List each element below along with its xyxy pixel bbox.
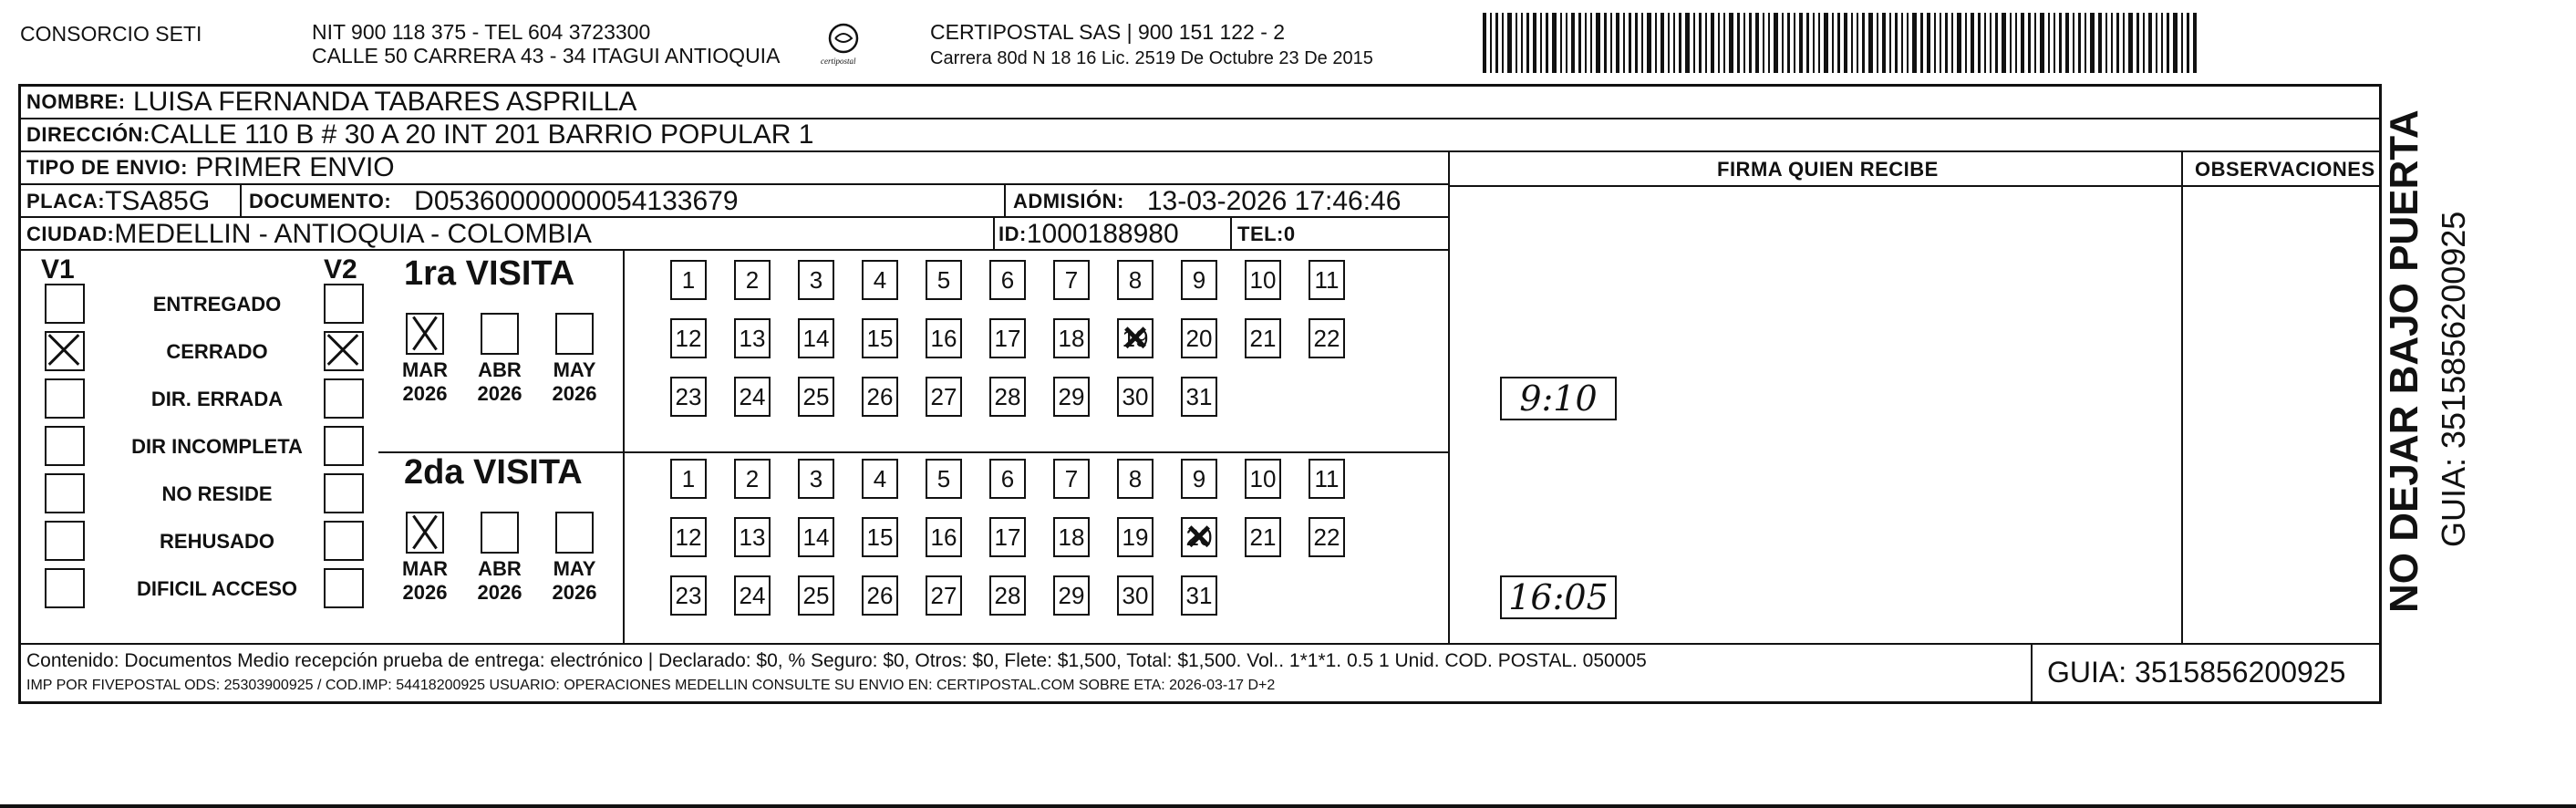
day-box[interactable]: 2 [734,459,771,499]
nit-line: NIT 900 118 375 - TEL 604 3723300 [312,20,651,44]
month-year: 2026 [552,382,597,405]
status-label: REHUSADO [160,530,274,553]
month-year: 2026 [552,581,597,604]
day-box[interactable]: 26 [862,377,898,417]
day-box[interactable]: 19 [1117,517,1154,557]
day-box[interactable]: 15 [862,517,898,557]
day-box[interactable]: 23 [670,377,707,417]
day-box[interactable]: 13 [734,318,771,358]
month-year: 2026 [477,581,522,604]
placa-label: PLACA: [26,190,106,212]
company-name: CONSORCIO SETI [20,22,202,46]
day-box[interactable]: 4 [862,260,898,300]
day-box[interactable]: 5 [926,459,962,499]
day-box[interactable]: 27 [926,377,962,417]
status-v2-checkbox[interactable] [324,378,364,419]
day-box[interactable]: 18 [1053,517,1090,557]
day-box[interactable]: 27 [926,575,962,616]
status-label: DIFICIL ACCESO [136,577,297,600]
v2-label: V2 [324,254,357,285]
documento-label: DOCUMENTO: [249,190,392,212]
status-label: DIR INCOMPLETA [131,435,303,458]
day-box[interactable]: 3 [798,459,834,499]
placa-cell [26,185,210,218]
status-v2-checkbox[interactable] [324,426,364,466]
side-warning: NO DEJAR BAJO PUERTA [2382,109,2426,613]
day-box[interactable]: 13 [734,517,771,557]
tel-value: 0 [1283,223,1296,245]
recipient-address: CALLE 110 B # 30 A 20 INT 201 BARRIO POPULAR 1 [150,119,814,150]
day-box[interactable]: 24 [734,575,771,616]
day-box[interactable]: 8 [1117,459,1154,499]
day-box[interactable]: 28 [989,575,1026,616]
carrier-line: CERTIPOSTAL SAS | 900 151 122 - 2 [930,20,1286,44]
handwritten-time: 16:05 [1500,575,1617,619]
day-box[interactable]: 23 [670,575,707,616]
month-label: MAR [401,358,449,381]
footer-guia: GUIA: 3515856200925 [2047,656,2346,689]
day-box[interactable]: 14 [798,517,834,557]
status-v1-checkbox[interactable] [45,331,85,371]
certipostal-logo [817,20,870,69]
status-v2-checkbox[interactable] [324,521,364,561]
visit-title: 1ra VISITA [404,254,575,293]
month-year: 2026 [402,382,448,405]
day-box[interactable]: 30 [1117,377,1154,417]
day-box[interactable]: 26 [862,575,898,616]
bottom-rule [0,804,2576,808]
day-box[interactable]: 31 [1181,575,1217,616]
day-box[interactable]: 20 [1181,318,1217,358]
footer-print-line: IMP POR FIVEPOSTAL ODS: 25303900925 / COD.IMP: 54418200925 USUARIO: OPERACIONES MEDELLIN CONSULTE SU ENVIO EN: CERTIPOSTAL.COM SOBRE ETA: 2026-03-17 D+2 [26,678,1276,693]
documento-value: D05360000000054133679 [414,186,739,216]
month-checkbox[interactable] [555,512,594,554]
month-label: ABR [478,358,522,381]
visit-title: 2da VISITA [404,453,583,492]
month-label: MAY [553,358,596,381]
direccion-row [21,119,2379,152]
day-box[interactable]: 17 [989,517,1026,557]
day-box[interactable]: 3 [798,260,834,300]
side-guia: GUIA: 3515856200925 [2435,211,2472,547]
day-box[interactable]: 28 [989,377,1026,417]
svg-text:certipostal: certipostal [821,57,856,66]
status-v2-checkbox[interactable] [324,284,364,324]
month-label: ABR [478,557,522,580]
day-box[interactable]: 22 [1309,517,1345,557]
nombre-row [21,87,2379,119]
day-box[interactable]: 17 [989,318,1026,358]
day-box[interactable]: 7 [1053,260,1090,300]
month-checkbox[interactable] [406,313,444,355]
month-checkbox[interactable] [481,512,519,554]
day-box[interactable]: 24 [734,377,771,417]
day-box[interactable]: 30 [1117,575,1154,616]
id-label: ID: [998,223,1027,245]
day-box[interactable]: 11 [1309,260,1345,300]
status-v2-checkbox[interactable] [324,473,364,513]
day-box[interactable]: 21 [1245,318,1281,358]
day-box[interactable]: 4 [862,459,898,499]
tipo-label: TIPO DE ENVIO: [26,156,188,179]
admision-cell [1013,185,1401,218]
tel-cell [1237,218,1296,251]
status-v1-checkbox[interactable] [45,284,85,324]
observations-area[interactable] [2183,187,2376,641]
status-v1-checkbox[interactable] [45,521,85,561]
day-box[interactable]: 29 [1053,575,1090,616]
month-checkbox[interactable] [481,313,519,355]
day-box[interactable]: 6 [989,459,1026,499]
day-box[interactable]: 14 [798,318,834,358]
day-box[interactable]: 31 [1181,377,1217,417]
status-v1-checkbox[interactable] [45,568,85,608]
nombre-label: NOMBRE: [26,90,126,113]
day-box[interactable]: 9 [1181,459,1217,499]
day-box[interactable]: 21 [1245,517,1281,557]
day-box[interactable]: 12 [670,318,707,358]
month-year: 2026 [477,382,522,405]
day-box[interactable]: 12 [670,517,707,557]
status-v1-checkbox[interactable] [45,378,85,419]
ciudad-cell [26,218,592,251]
barcode [1483,13,2207,73]
status-v1-checkbox[interactable] [45,473,85,513]
day-box[interactable]: 5 [926,260,962,300]
v1-label: V1 [41,254,75,285]
placa-value: TSA85G [105,186,211,216]
month-checkbox[interactable] [555,313,594,355]
day-box[interactable]: 16 [926,318,962,358]
license-line: Carrera 80d N 18 16 Lic. 2519 De Octubre 23 De 2015 [930,48,1373,68]
day-box[interactable]: 25 [798,575,834,616]
day-box[interactable]: 10 [1245,260,1281,300]
day-box[interactable]: 16 [926,517,962,557]
month-label: MAY [553,557,596,580]
footer-content-line: Contenido: Documentos Medio recepción prueba de entrega: electrónico | Declarado: $0, % Seguro: $0, Otros: $0, Flete: $1,500, Total: $1,500. Vol.. 1*1*1. 0.5 1 Unid. COD. POSTAL. 050005 [26,650,1647,671]
shipment-type: PRIMER ENVIO [195,152,395,182]
status-v2-checkbox[interactable] [324,331,364,371]
day-box[interactable]: 11 [1309,459,1345,499]
day-box[interactable]: 9 [1181,260,1217,300]
tel-label: TEL: [1237,223,1284,245]
status-label: DIR. ERRADA [150,388,284,410]
day-box[interactable]: 8 [1117,260,1154,300]
recipient-name: LUISA FERNANDA TABARES ASPRILLA [132,87,637,117]
ciudad-label: CIUDAD: [26,223,115,245]
status-label: CERRADO [166,340,268,363]
delivery-form [18,84,2382,704]
month-checkbox[interactable] [406,512,444,554]
status-label: ENTREGADO [152,293,282,316]
id-cell [998,218,1179,251]
id-value: 1000188980 [1026,219,1179,249]
observaciones-label: OBSERVACIONES [2195,158,2375,181]
day-box[interactable]: 25 [798,377,834,417]
admision-value: 13-03-2026 17:46:46 [1146,186,1402,216]
day-box[interactable]: 1 [670,459,707,499]
handwritten-time: 9:10 [1500,377,1617,420]
status-v2-checkbox[interactable] [324,568,364,608]
status-label: NO RESIDE [161,482,273,505]
day-box[interactable]: 10 [1245,459,1281,499]
day-box[interactable]: 1 [670,260,707,300]
month-year: 2026 [402,581,448,604]
day-box[interactable]: 20 ✕ [1181,517,1217,557]
day-box[interactable]: 2 [734,260,771,300]
day-box[interactable]: 18 [1053,318,1090,358]
day-box[interactable]: 15 [862,318,898,358]
day-box[interactable]: 19 ✕ [1117,318,1154,358]
day-box[interactable]: 7 [1053,459,1090,499]
status-v1-checkbox[interactable] [45,426,85,466]
day-box[interactable]: 6 [989,260,1026,300]
month-label: MAR [401,557,449,580]
sender-address: CALLE 50 CARRERA 43 - 34 ITAGUI ANTIOQUIA [312,44,781,67]
ciudad-value: MEDELLIN - ANTIOQUIA - COLOMBIA [114,219,592,249]
direccion-label: DIRECCIÓN: [26,123,150,146]
firma-label: FIRMA QUIEN RECIBE [1717,158,1939,181]
day-box[interactable]: 22 [1309,318,1345,358]
day-box[interactable]: 29 [1053,377,1090,417]
admision-label: ADMISIÓN: [1013,190,1124,212]
documento-cell [249,185,739,218]
tipo-row [21,152,1448,185]
